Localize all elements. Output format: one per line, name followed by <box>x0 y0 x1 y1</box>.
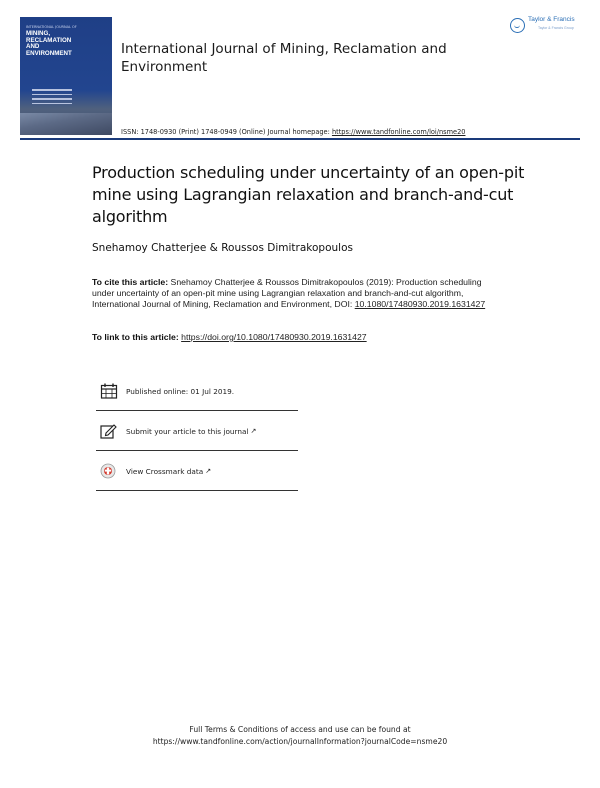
cover-decoration <box>32 89 72 107</box>
journal-homepage-link[interactable]: https://www.tandfonline.com/loi/nsme20 <box>331 128 466 136</box>
crossmark-row[interactable] <box>96 456 298 486</box>
link-label: To link to this article: <box>92 332 182 342</box>
cover-photo <box>20 113 112 135</box>
citation-block <box>92 277 492 310</box>
publisher-group: Taylor & Francis Group <box>538 26 574 30</box>
published-online-row <box>96 376 298 406</box>
action-divider <box>96 490 298 491</box>
citation-label: To cite this article: <box>92 277 169 287</box>
publisher-logo-icon <box>510 18 525 33</box>
article-actions <box>96 376 298 496</box>
issn-line <box>121 128 465 136</box>
action-divider <box>96 450 298 451</box>
cover-top-text: INTERNATIONAL JOURNAL OF <box>26 25 77 29</box>
edit-icon <box>100 423 118 439</box>
published-online-text: Published online: 01 Jul 2019. <box>126 386 235 396</box>
footer-terms-text: Full Terms & Conditions of access and use can be found at <box>189 725 411 734</box>
article-title: Production scheduling under uncertainty of an open-pit mine using Lagrangian relaxation and branch-and-cut algorithm <box>92 163 525 226</box>
article-authors: Snehamoy Chatterjee & Roussos Dimitrakopoulos <box>92 242 353 254</box>
calendar-icon <box>100 383 118 399</box>
article-doi-url-link[interactable]: https://doi.org/10.1080/17480930.2019.1631427 <box>181 332 367 342</box>
crossmark-link[interactable]: View Crossmark data <box>126 466 204 476</box>
issn-text: ISSN: 1748-0930 (Print) 1748-0949 (Online) Journal homepage: <box>121 128 332 136</box>
footer-terms-url[interactable]: https://www.tandfonline.com/action/journalInformation?journalCode=nsme20 <box>152 737 448 746</box>
citation-doi-link[interactable]: 10.1080/17480930.2019.1631427 <box>354 299 486 309</box>
crossmark-icon <box>100 463 118 479</box>
cover-title: MINING, RECLAMATION AND ENVIRONMENT <box>26 30 72 57</box>
footer <box>0 724 600 748</box>
header-rule <box>20 138 580 140</box>
action-divider <box>96 410 298 411</box>
citation-text: Snehamoy Chatterjee & Roussos Dimitrakopoulos (2019): Production scheduling under uncertainty of an open-pit mine using Lagrangian relaxation and branch-and-cut algorithm, International Journal of Mining, Reclamation and Environment, DOI: <box>92 277 482 309</box>
journal-title: International Journal of Mining, Reclamation and Environment <box>121 41 447 75</box>
journal-cover-image <box>20 17 112 135</box>
external-link-icon: ↗ <box>250 427 257 435</box>
external-link-icon: ↗ <box>205 467 212 475</box>
publisher-name: Taylor & Francis <box>528 16 575 23</box>
article-link-line <box>92 332 512 342</box>
submit-article-link[interactable]: Submit your article to this journal <box>126 426 249 436</box>
submit-article-row[interactable] <box>96 416 298 446</box>
publisher-logo <box>510 16 588 38</box>
